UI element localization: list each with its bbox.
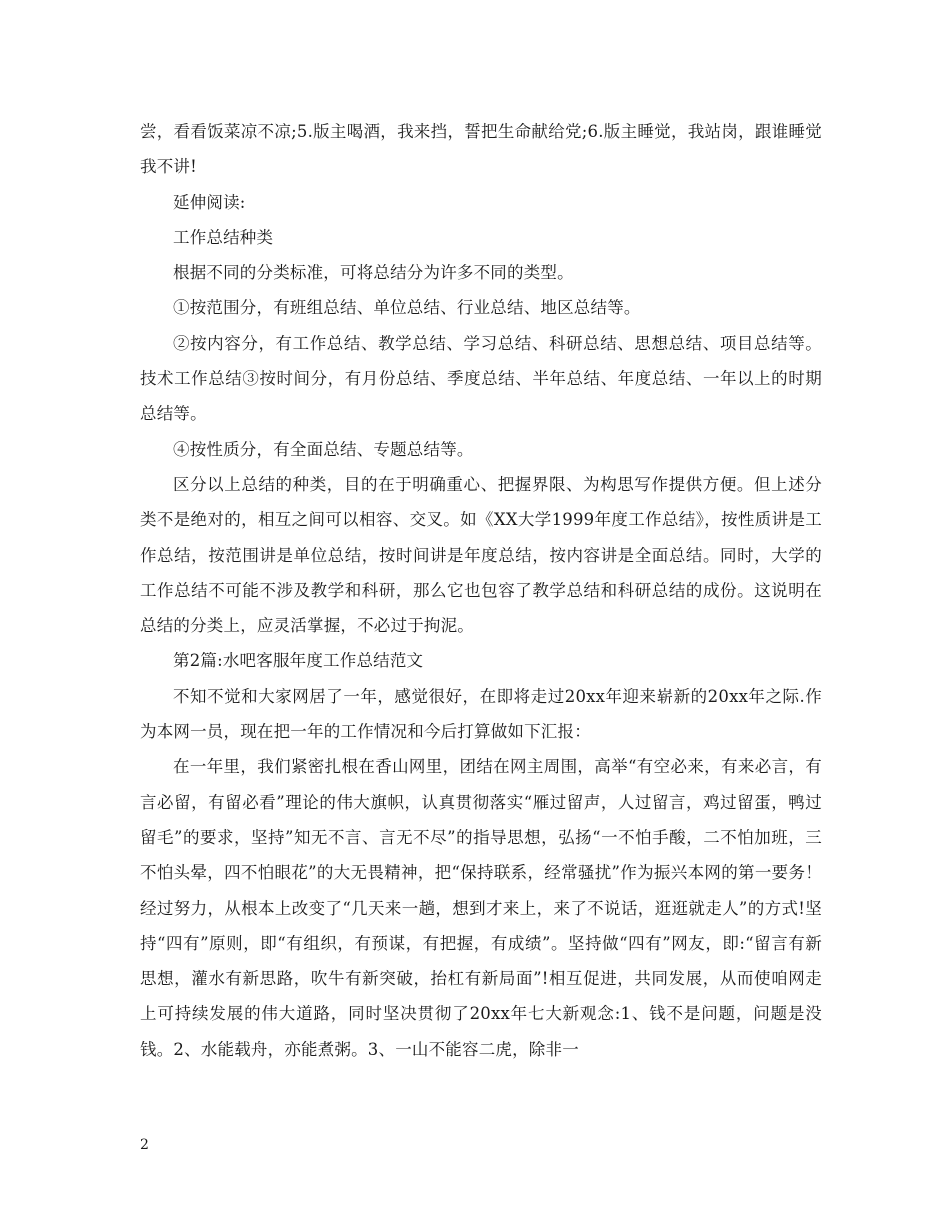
paragraph-3: 工作总结种类 [173, 227, 274, 247]
paragraph-6: ②按内容分，有工作总结、教学总结、学习总结、科研总结、思想总结、项目总结等。技术工作总结③按时间分，有月份总结、季度总结、半年总结、年度总结、一年以上的时期总结等。 [140, 333, 822, 424]
paragraph-2: 延伸阅读: [173, 192, 246, 212]
paragraph-1: 尝，看看饭菜凉不凉;5.版主喝酒，我来挡，誓把生命献给党;6.版主睡觉，我站岗，跟谁睡觉我不讲! [140, 122, 822, 177]
page-number: 2 [140, 1137, 149, 1153]
paragraph-5: ①按范围分，有班组总结、单位总结、行业总结、地区总结等。 [173, 298, 641, 318]
document-body [140, 114, 822, 1067]
paragraph-4: 根据不同的分类标准，可将总结分为许多不同的类型。 [173, 263, 574, 283]
paragraph-7: ④按性质分，有全面总结、专题总结等。 [173, 439, 474, 459]
section-heading: 第2篇:水吧客服年度工作总结范文 [173, 651, 424, 671]
paragraph-11: 在一年里，我们紧密扎根在香山网里，团结在网主周围，高举“有空必来，有来必言，有言必留，有留必看”理论的伟大旗帜，认真贯彻落实“雁过留声，人过留言，鸡过留蛋，鸭过留毛”的要求，坚持”知无不言、言无不尽”的指导思想，弘扬“一不怕手酸，二不怕加班，三不怕头晕，四不怕眼花”的大无畏精神，把“保持联系，经常骚扰”作为振兴本网的第一要务！ 经过努力，从根本上改变了“几天来一趟，想到才来上，来了不说话，逛逛就走人”的方式!坚持“四有”原则，即“有组织，有预谋，有把握，有成绩”。坚持做“四有”网友，即:“留言有新思想，灌水有新思路，吹牛有新突破，抬杠有新局面”!相互促进，共同发展，从而使咱网走上可持续发展的伟大道路，同时坚决贯彻了20xx年七大新观念:1、钱不是问题，问题是没钱。2、水能载舟，亦能煮粥。3、一山不能容二虎，除非一 [140, 757, 822, 1059]
paragraph-8: 区分以上总结的种类，目的在于明确重心、把握界限、为构思写作提供方便。但上述分类不是绝对的，相互之间可以相容、交叉。如《XX大学1999年度工作总结》，按性质讲是工作总结，按范围讲是单位总结，按时间讲是年度总结，按内容讲是全面总结。同时，大学的工作总结不可能不涉及教学和科研，那么它也包容了教学总结和科研总结的成份。这说明在总结的分类上，应灵活掌握，不必过于拘泥。 [140, 474, 822, 636]
paragraph-10: 不知不觉和大家网居了一年，感觉很好，在即将走过20xx年迎来崭新的20xx年之际.作为本网一员，现在把一年的工作情况和今后打算做如下汇报： [140, 686, 822, 742]
